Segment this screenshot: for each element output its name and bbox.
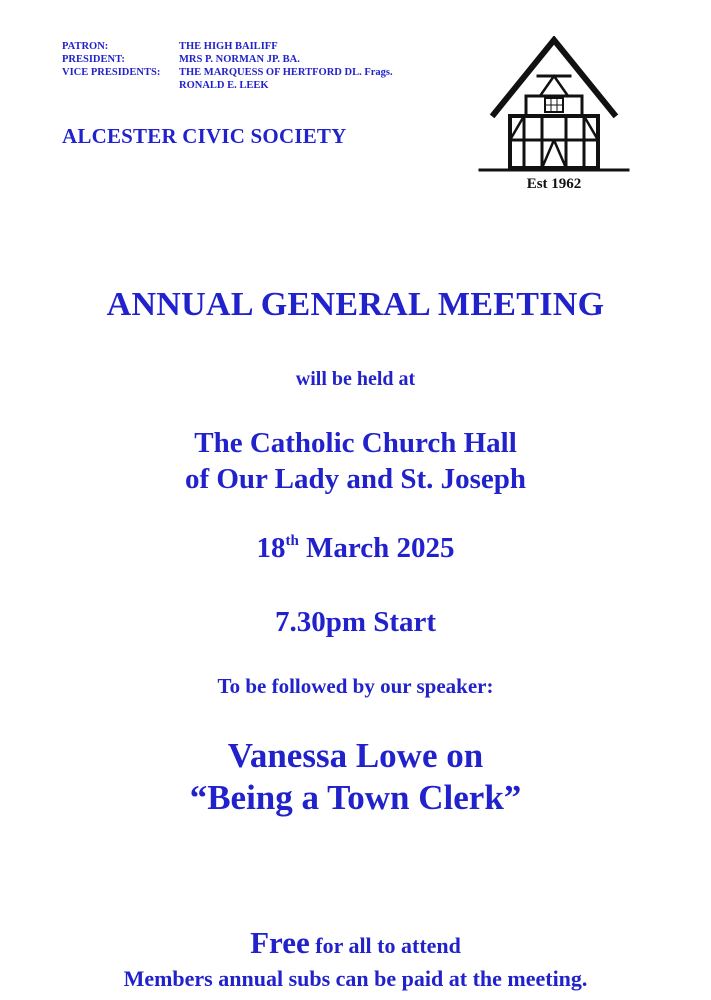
officer-role: [62, 79, 179, 92]
officer-names: MRS P. NORMAN JP. BA.: [179, 54, 300, 65]
free-attendance: [0, 925, 711, 961]
speaker: [0, 735, 711, 819]
officer-role: PATRON:: [62, 41, 109, 52]
date-suffix: th: [285, 533, 299, 549]
officer-role: PRESIDENT:: [62, 54, 125, 65]
society-logo: [474, 36, 634, 196]
followed-by-text: To be followed by our speaker:: [217, 674, 494, 698]
officer-names: THE HIGH BAILIFF: [179, 41, 278, 52]
officer-row: [62, 79, 393, 92]
meeting-time: 7.30pm Start: [274, 606, 437, 638]
free-word: Free: [250, 925, 310, 960]
officer-row: [62, 40, 393, 53]
officer-row: [62, 53, 393, 66]
venue: [0, 425, 711, 497]
officer-row: [62, 66, 393, 79]
established-date: Est 1962: [526, 176, 582, 192]
talk-title: “Being a Town Clerk”: [189, 778, 522, 817]
officer-names: THE MARQUESS OF HERTFORD DL. Frags.: [179, 67, 393, 78]
officers-list: [62, 40, 393, 92]
venue-line: The Catholic Church Hall: [194, 427, 517, 459]
venue-line: of Our Lady and St. Joseph: [184, 463, 527, 495]
meeting-title: ANNUAL GENERAL MEETING: [106, 286, 605, 323]
speaker-line: Vanessa Lowe on: [227, 736, 484, 775]
society-name: ALCESTER CIVIC SOCIETY: [62, 124, 347, 148]
free-rest: for all to attend: [309, 933, 461, 958]
meeting-date: [0, 532, 711, 565]
officer-role: VICE PRESIDENTS:: [62, 67, 161, 78]
date-day: 18: [256, 532, 286, 564]
date-month-year: March 2025: [298, 532, 455, 564]
timber-framed-house-icon: [474, 36, 634, 176]
officer-names: RONALD E. LEEK: [179, 80, 269, 91]
held-at-text: will be held at: [295, 368, 416, 390]
subs-note: Members annual subs can be paid at the meeting.: [123, 966, 588, 991]
